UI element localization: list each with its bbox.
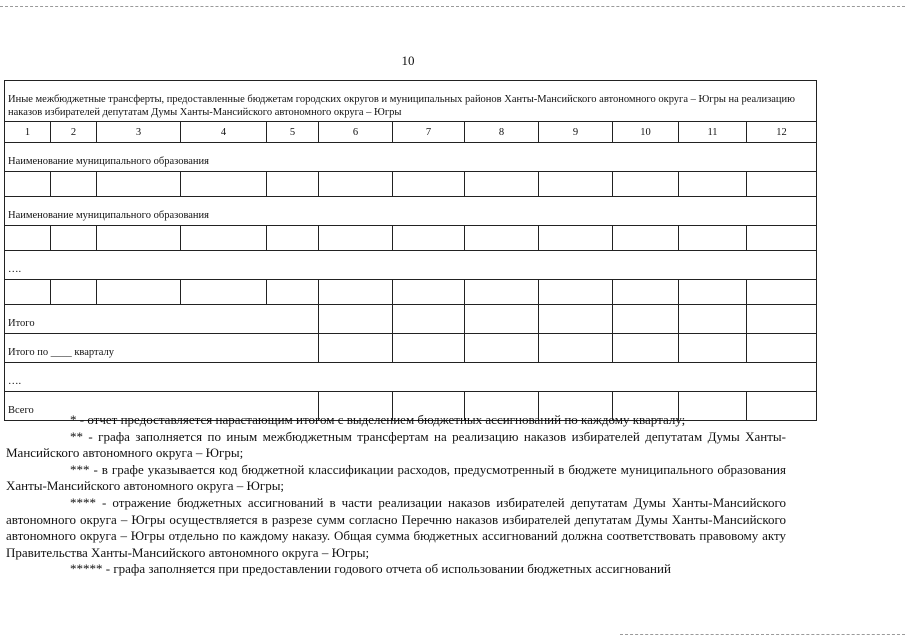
table-cell [51, 280, 97, 305]
column-number: 3 [97, 122, 181, 143]
table-cell [5, 172, 51, 197]
municipality-name-row: Наименование муниципального образования [5, 143, 817, 172]
table-cell [613, 334, 679, 363]
footnotes [6, 412, 786, 578]
table-cell [679, 305, 747, 334]
table-cell [393, 280, 465, 305]
table-cell [679, 226, 747, 251]
column-number: 4 [181, 122, 267, 143]
table-cell [97, 172, 181, 197]
table-cell [465, 172, 539, 197]
footnote-4: **** - отражение бюджетных ассигнований в части реализации наказов избирателей депутатам Думы Ханты-Мансийского автономного округа – Югры осуществляется в разрезе сумм согласно Перечню наказов избирателей депутатам Думы Ханты-Мансийского автономного округа – Югры отдельно по каждому наказу. Общая сумма бюджетных ассигнований должна соответствовать правовому акту Правительства Ханты-Мансийского автономного округа – Югры; [6, 494, 786, 560]
footnote-2: ** - графа заполняется по иным межбюджетным трансфертам на реализацию наказов избирателей депутатам Думы Ханты-Мансийского автономного округа – Югры; [6, 428, 786, 461]
table-cell [393, 172, 465, 197]
table-cell [319, 334, 393, 363]
scan-edge-top [0, 6, 905, 7]
column-number-row [5, 122, 817, 143]
table-cell [181, 280, 267, 305]
table-cell [613, 280, 679, 305]
table-cell [393, 305, 465, 334]
grand-total-label: Всего [5, 392, 319, 421]
table-cell [539, 305, 613, 334]
table-cell [5, 226, 51, 251]
table-cell [181, 172, 267, 197]
column-number: 8 [465, 122, 539, 143]
table-cell [613, 172, 679, 197]
table-cell [613, 305, 679, 334]
table-cell [319, 305, 393, 334]
table-cell [539, 172, 613, 197]
column-number: 5 [267, 122, 319, 143]
table-cell [679, 172, 747, 197]
table-row [5, 172, 817, 197]
quarter-total-row [5, 334, 817, 363]
table-cell [613, 226, 679, 251]
table-cell [181, 226, 267, 251]
column-number: 7 [393, 122, 465, 143]
table-cell [51, 172, 97, 197]
table-cell [319, 226, 393, 251]
page-number: 10 [401, 53, 415, 68]
column-number: 2 [51, 122, 97, 143]
total-row [5, 305, 817, 334]
table-cell [393, 334, 465, 363]
table-cell [267, 172, 319, 197]
table-cell [97, 226, 181, 251]
table-title: Иные межбюджетные трансферты, предоставленные бюджетам городских округов и муниципальных районов Ханты-Мансийского автономного округа – Югры на реализацию наказов избирателей депутатам Думы Ханты-Мансийского автономного округа – Югры [5, 81, 817, 122]
table-cell [465, 280, 539, 305]
table-cell [465, 334, 539, 363]
table-cell [747, 334, 817, 363]
footnote-1: * - отчет предоставляется нарастающим итогом с выделением бюджетных ассигнований по каждому кварталу; [70, 412, 686, 427]
table-cell [747, 172, 817, 197]
table-cell [679, 334, 747, 363]
table-cell [465, 226, 539, 251]
table-cell [539, 280, 613, 305]
table-cell [319, 280, 393, 305]
column-number: 6 [319, 122, 393, 143]
table-cell [267, 226, 319, 251]
column-number: 12 [747, 122, 817, 143]
ellipsis-row: …. [5, 251, 817, 280]
table-cell [747, 226, 817, 251]
footnote-5: ***** - графа заполняется при предоставлении годового отчета об использовании бюджетных ассигнований [70, 561, 671, 577]
table-cell [747, 280, 817, 305]
ellipsis-row: …. [5, 363, 817, 392]
table-cell [465, 305, 539, 334]
column-number: 9 [539, 122, 613, 143]
table-cell [319, 172, 393, 197]
table-cell [679, 280, 747, 305]
scan-edge-bottom [620, 634, 905, 635]
total-label: Итого [5, 305, 319, 334]
column-number: 10 [613, 122, 679, 143]
quarter-total-label: Итого по ____ кварталу [5, 334, 319, 363]
table-row [5, 280, 817, 305]
table-cell [539, 226, 613, 251]
table-cell [97, 280, 181, 305]
municipality-name-row: Наименование муниципального образования [5, 197, 817, 226]
column-number: 11 [679, 122, 747, 143]
table-cell [51, 226, 97, 251]
table-cell [747, 305, 817, 334]
table-cell [393, 226, 465, 251]
column-number: 1 [5, 122, 51, 143]
table-cell [539, 334, 613, 363]
report-table [4, 80, 817, 421]
table-cell [5, 280, 51, 305]
table-row [5, 226, 817, 251]
table-cell [267, 280, 319, 305]
footnote-3: *** - в графе указывается код бюджетной классификации расходов, предусмотренный в бюджете муниципального образования Ханты-Мансийского автономного округа – Югры; [6, 461, 786, 494]
